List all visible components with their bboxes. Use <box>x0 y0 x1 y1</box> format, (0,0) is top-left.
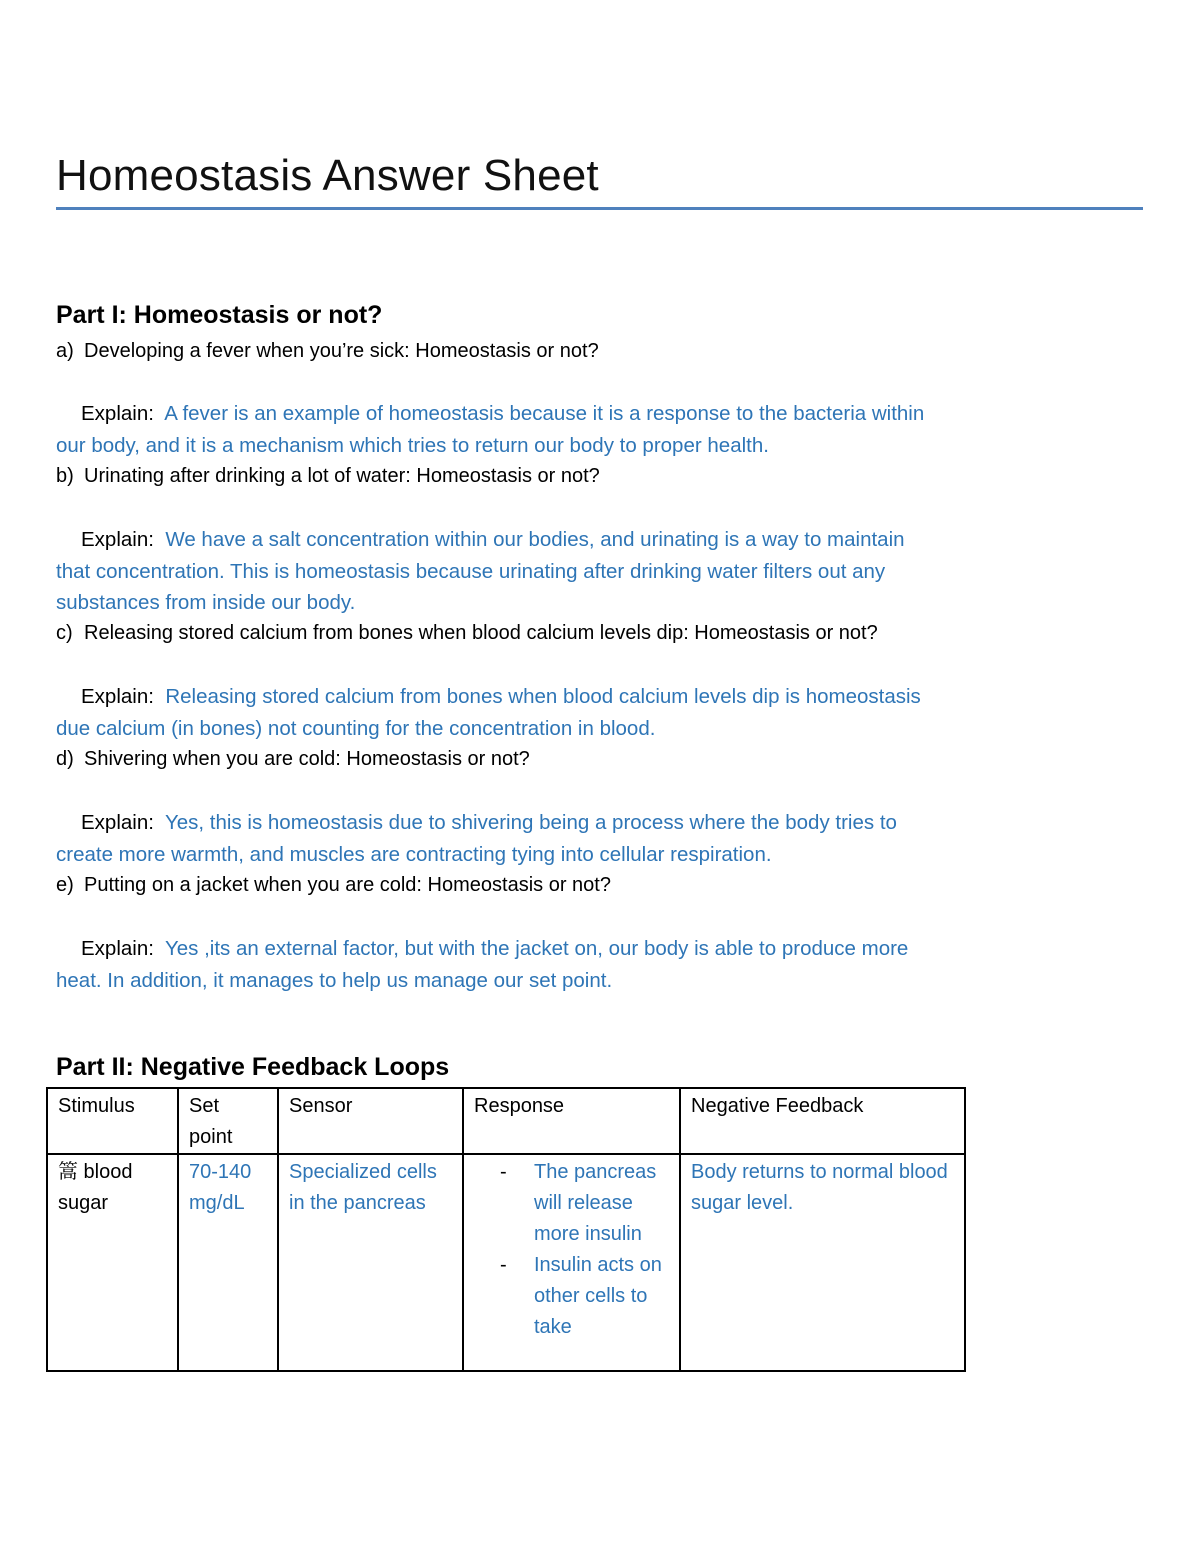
answer-e-line1: Yes ,its an external factor, but with the jacket on, our body is able to produce more <box>164 937 909 960</box>
answer-a-rest: our body, and it is a mechanism which tries to return our body to proper health. <box>56 433 769 457</box>
set-point-text: 70-140 mg/dL <box>189 1161 252 1214</box>
question-text: Shivering when you are cold: Homeostasis or not? <box>84 748 530 770</box>
part2-heading: Part II: Negative Feedback Loops <box>56 1053 450 1081</box>
feedback-loop-table <box>46 1087 966 1372</box>
negative-feedback-text: Body returns to normal blood sugar level. <box>691 1161 948 1214</box>
explain-label: Explain: <box>81 811 154 834</box>
question-letter: b) <box>56 465 74 487</box>
header-sensor: Sensor <box>278 1088 463 1154</box>
cell-stimulus <box>47 1154 178 1371</box>
cell-set-point <box>178 1154 278 1371</box>
explain-label: Explain: <box>81 402 154 425</box>
answer-b-line1: We have a salt concentration within our bodies, and urinating is a way to maintain <box>165 528 905 551</box>
explain-c <box>56 681 976 744</box>
table-row <box>47 1154 965 1371</box>
answer-d-line1: Yes, this is homeostasis due to shivering being a process where the body tries to <box>164 811 897 834</box>
answer-a-line1: A fever is an example of homeostasis because it is a response to the bacteria within <box>164 402 925 425</box>
answer-e-rest: heat. In addition, it manages to help us manage our set point. <box>56 968 613 992</box>
header-response: Response <box>463 1088 680 1154</box>
explain-d <box>56 807 976 870</box>
question-text: Developing a fever when you’re sick: Homeostasis or not? <box>84 340 599 362</box>
question-letter: a) <box>56 340 74 362</box>
part1-heading: Part I: Homeostasis or not? <box>56 301 383 329</box>
table-header-row <box>47 1088 965 1154</box>
question-text: Urinating after drinking a lot of water: Homeostasis or not? <box>84 465 600 487</box>
cell-negative-feedback <box>680 1154 965 1371</box>
response-item: - Insulin acts on other cells to take <box>464 1250 669 1343</box>
header-negative-feedback: Negative Feedback <box>680 1088 965 1154</box>
question-letter: c) <box>56 622 73 644</box>
page-title: Homeostasis Answer Sheet <box>56 151 599 200</box>
question-letter: d) <box>56 748 74 770</box>
question-e <box>56 870 611 901</box>
explain-e <box>56 933 976 996</box>
question-a <box>56 336 599 367</box>
question-letter: e) <box>56 874 74 896</box>
question-c <box>56 618 878 649</box>
answer-d-rest: create more warmth, and muscles are contracting tying into cellular respiration. <box>56 842 772 866</box>
answer-c-rest: due calcium (in bones) not counting for the concentration in blood. <box>56 716 656 740</box>
answer-c-line1: Releasing stored calcium from bones when blood calcium levels dip is homeostasis <box>165 685 921 708</box>
explain-label: Explain: <box>81 528 154 551</box>
explain-b <box>56 524 976 619</box>
header-set-point: Set point <box>178 1088 278 1154</box>
question-d <box>56 744 530 775</box>
cell-response <box>463 1154 680 1371</box>
sensor-text: Specialized cells in the pancreas <box>289 1161 437 1214</box>
cell-sensor <box>278 1154 463 1371</box>
response-item: - The pancreas will release more insulin <box>464 1157 669 1250</box>
question-b <box>56 461 600 492</box>
stimulus-text: 篙 blood sugar <box>58 1161 133 1214</box>
title-underline <box>56 207 1143 210</box>
answer-b-rest: that concentration. This is homeostasis because urinating after drinking water filters out any substances from inside our body. <box>56 559 886 614</box>
response-list <box>464 1157 669 1343</box>
explain-label: Explain: <box>81 937 154 960</box>
header-stimulus: Stimulus <box>47 1088 178 1154</box>
question-text: Releasing stored calcium from bones when blood calcium levels dip: Homeostasis or not? <box>84 622 878 644</box>
explain-label: Explain: <box>81 685 154 708</box>
question-text: Putting on a jacket when you are cold: Homeostasis or not? <box>84 874 611 896</box>
explain-a <box>56 398 976 461</box>
